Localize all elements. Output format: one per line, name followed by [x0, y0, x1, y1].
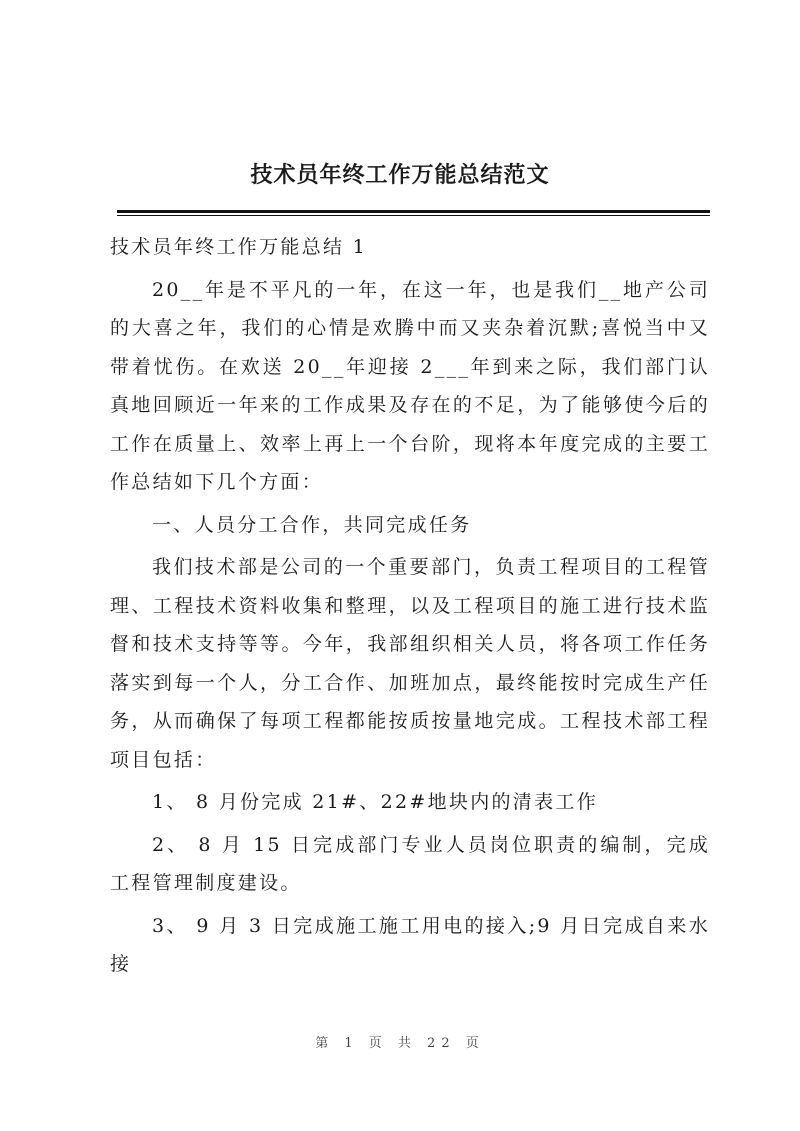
document-title: 技术员年终工作万能总结范文 [250, 163, 550, 188]
document-body [110, 228, 710, 984]
paragraph-department: 我们技术部是公司的一个重要部门，负责工程项目的工程管理、工程技术资料收集和整理，以及工程项目的施工进行技术监督和技术支持等等。今年，我部组织相关人员，将各项工作任务落实到每一个人，分工合作、加班加点，最终能按时完成生产任务，从而确保了每项工程都能按质按量地完成。工程技术部工程项目包括： [110, 556, 710, 771]
paragraph-subheading-1: 一、人员分工合作，共同完成任务 [152, 513, 472, 536]
page-number-footer: 第 1 页 共 22 页 [315, 1036, 485, 1051]
title-divider-thick [117, 210, 710, 213]
section-heading: 技术员年终工作万能总结 1 [110, 236, 368, 258]
list-item-1: 1、 8 月份完成 21#、22#地块内的清表工作 [152, 791, 598, 813]
list-item-2: 2、 8 月 15 日完成部门专业人员岗位职责的编制，完成工程管理制度建设。 [110, 833, 710, 894]
title-divider-thin [117, 215, 710, 216]
paragraph-intro: 20__年是不平凡的一年，在这一年，也是我们__地产公司的大喜之年，我们的心情是欢腾中而又夹杂着沉默;喜悦当中又带着忧伤。在欢送 20__年迎接 2___年到来之际，我们部门认真地回顾近一年来的工作成果及存在的不足，为了能够使今后的工作在质量上、效率上再上一个台阶，现将本年度完成的主要工作总结如下几个方面： [110, 278, 710, 493]
list-item-3: 3、 9 月 3 日完成施工施工用电的接入;9 月日完成自来水接 [110, 914, 710, 975]
